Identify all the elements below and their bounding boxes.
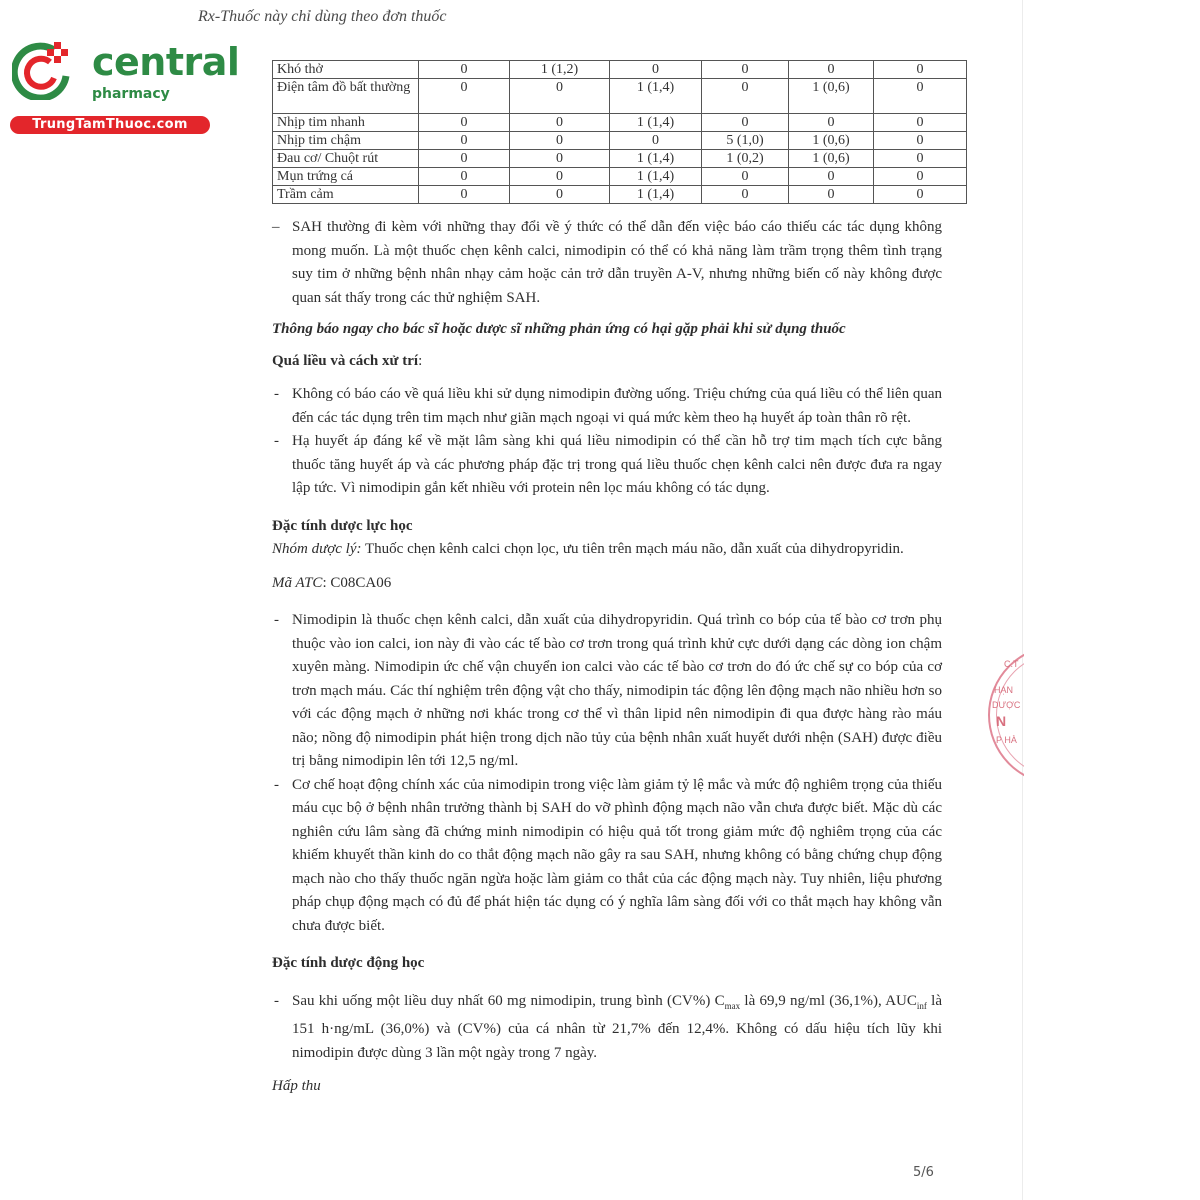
atc-label: Mã ATC (272, 574, 323, 591)
table-cell: 0 (789, 168, 874, 186)
stamp-text: HẠN (994, 685, 1014, 695)
table-cell: 5 (1,0) (702, 132, 789, 150)
overdose-item-text: Hạ huyết áp đáng kể về mặt lâm sàng khi quá liều nimodipin có thể cần hỗ trợ tim mạch tích cực bằng thuốc tăng huyết áp và các phương pháp đặc trị trong quá liều thuốc chẹn kênh calci nên được đưa ra ngay lập tức. Vì nimodipin gắn kết nhiều với protein nên lọc máu không có tác dụng. (292, 433, 942, 496)
row-label: Khó thở (273, 61, 419, 79)
table-cell: 0 (510, 132, 610, 150)
row-label: Điện tâm đồ bất thường (273, 79, 419, 114)
table-cell: 1 (0,6) (789, 150, 874, 168)
table-cell: 0 (510, 150, 610, 168)
table-cell: 0 (874, 61, 967, 79)
overdose-item-text: Không có báo cáo về quá liều khi sử dụng nimodipin đường uống. Triệu chứng của quá liều có thể liên quan đến các tác dụng trên tim mạch như giãn mạch ngoại vi quá mức kèm theo hạ huyết áp toàn thân rõ rệt. (292, 386, 942, 426)
atc-value: : C08CA06 (322, 574, 392, 591)
absorption-heading: Hấp thu (272, 1078, 321, 1094)
table-cell: 0 (789, 186, 874, 204)
table-cell: 1 (1,4) (610, 168, 702, 186)
table-cell: 0 (789, 61, 874, 79)
pharmacokinetics-item (272, 990, 942, 1066)
page-edge (1022, 0, 1023, 1200)
atc-code (272, 572, 942, 596)
table-cell: 0 (702, 79, 789, 114)
table-cell: 1 (0,6) (789, 79, 874, 114)
table-cell: 0 (419, 168, 510, 186)
table-cell: 1 (1,4) (610, 114, 702, 132)
pharmacodynamics-heading: Đặc tính dược lực học (272, 517, 413, 534)
company-stamp (988, 645, 1024, 795)
row-label: Trầm cảm (273, 186, 419, 204)
table-cell: 0 (702, 186, 789, 204)
overdose-title-suffix: : (418, 352, 423, 369)
table-cell: 0 (510, 114, 610, 132)
table-cell: 1 (1,4) (610, 186, 702, 204)
stamp-text: DƯỢC (992, 700, 1021, 710)
table-cell: 0 (510, 79, 610, 114)
dash-bullet: - (274, 386, 279, 402)
pk-text-1: Sau khi uống một liều duy nhất 60 mg nimodipin, trung bình (CV%) C (292, 992, 725, 1009)
row-label: Nhịp tim chậm (273, 132, 419, 150)
table-cell: 0 (874, 150, 967, 168)
table-cell: 0 (510, 168, 610, 186)
table-cell: 0 (419, 114, 510, 132)
table-cell: 0 (419, 186, 510, 204)
row-label: Mụn trứng cá (273, 168, 419, 186)
table-cell: 0 (789, 114, 874, 132)
stamp-text: C.T (1004, 659, 1019, 669)
table-cell: 0 (874, 79, 967, 114)
stamp-text: P HÀ (996, 735, 1017, 745)
dash-bullet: – (272, 219, 280, 235)
table-cell: 0 (510, 186, 610, 204)
pharmacodynamics-item-text: Nimodipin là thuốc chẹn kênh calci, dẫn xuất của dihydropyridin. Quá trình co bóp của tế bào cơ trơn phụ thuộc vào ion calci, ion này đi vào các tế bào cơ trơn trong quá trình khử cực dưới dạng các dòng ion chậm xuyên màng. Nimodipin ức chế vận chuyển ion calci vào các tế bào cơ trơn do đó ức chế sự co bóp của cơ trơn mạch máu. Các thí nghiệm trên động vật cho thấy, nimodipin tác động lên động mạch não nhiều hơn so với các động mạch ở những nơi khác trong cơ thể vì thân lipid nên nimodipin đi qua được hàng rào máu não; nồng độ nimodipin phát hiện trong dịch não tủy của bệnh nhân xuất huyết dưới nhện (SAH) được điều trị bằng nimodipin lên tới 12,5 ng/ml. (292, 612, 942, 769)
table-cell: 0 (874, 132, 967, 150)
overdose-item (272, 383, 942, 430)
table-cell: 1 (1,4) (610, 79, 702, 114)
sah-note (272, 216, 942, 310)
logo-subtitle: pharmacy (92, 86, 170, 102)
pk-sub-auc: inf (916, 1000, 927, 1011)
pharmacodynamics-item (272, 609, 942, 774)
overdose-item (272, 430, 942, 501)
pharmacodynamics-item (272, 774, 942, 939)
pk-sub-cmax: max (724, 1000, 741, 1011)
stamp-text: N (996, 713, 1007, 729)
group-value: Thuốc chẹn kênh calci chọn lọc, ưu tiên trên mạch máu não, dẫn xuất của dihydropyridin. (365, 541, 904, 557)
table-cell: 1 (1,4) (610, 150, 702, 168)
table-cell: 0 (419, 150, 510, 168)
table-cell: 1 (0,2) (702, 150, 789, 168)
table-cell: 0 (610, 61, 702, 79)
table-row (273, 114, 967, 132)
pharmacokinetics-heading: Đặc tính dược động học (272, 955, 425, 971)
group-label: Nhóm dược lý: (272, 541, 362, 557)
table-row (273, 132, 967, 150)
table-cell: 1 (0,6) (789, 132, 874, 150)
table-cell: 0 (419, 132, 510, 150)
table-cell: 0 (610, 132, 702, 150)
table-row (273, 79, 967, 114)
prescription-note: Rx-Thuốc này chỉ dùng theo đơn thuốc (198, 8, 447, 25)
document-body (272, 216, 942, 1099)
table-cell: 0 (702, 168, 789, 186)
overdose-heading (272, 350, 942, 374)
table-row (273, 186, 967, 204)
dash-bullet: - (274, 433, 279, 449)
table-row (273, 150, 967, 168)
pharmacologic-group (272, 538, 942, 562)
table-row (273, 168, 967, 186)
table-cell: 0 (874, 114, 967, 132)
pharmacodynamics-item-text: Cơ chế hoạt động chính xác của nimodipin trong việc làm giảm tỷ lệ mắc và mức độ nghiêm trọng của thiếu máu cục bộ ở bệnh nhân trưởng thành bị SAH do vỡ phình động mạch não vẫn chưa được biết. Mặc dù các nghiên cứu lâm sàng đã chứng minh nimodipin có hiệu quả tốt trong giảm mức độ nghiêm trọng của các khiếm khuyết thần kinh do co thắt động mạch não gây ra sau SAH, nhưng không có bằng chứng chụp động mạch nào cho thấy thuốc ngăn ngừa hoặc làm giảm co thắt của các động mạch này. Tuy nhiên, liệu phương pháp chụp động mạch có đủ để phát hiện tác dụng có ý nghĩa lâm sàng đối với co thắt mạch hay không vẫn chưa được biết. (292, 776, 942, 934)
overdose-title: Quá liều và cách xử trí (272, 352, 419, 369)
row-label: Nhịp tim nhanh (273, 114, 419, 132)
pharmacy-cross-logo-icon (12, 40, 72, 100)
table-cell: 0 (874, 168, 967, 186)
page-number: 5/6 (913, 1165, 934, 1180)
dash-bullet: - (274, 612, 279, 628)
notify-warning: Thông báo ngay cho bác sĩ hoặc dược sĩ những phản ứng có hại gặp phải khi sử dụng thuốc (272, 321, 846, 337)
table-cell: 0 (419, 61, 510, 79)
central-pharmacy-logo (8, 36, 240, 136)
dash-bullet: - (274, 776, 279, 793)
table-cell: 0 (702, 61, 789, 79)
table-cell: 0 (702, 114, 789, 132)
dash-bullet: - (274, 992, 279, 1009)
table-cell: 0 (874, 186, 967, 204)
pk-text-2: là 69,9 ng/ml (36,1%), AUC (740, 992, 917, 1009)
table-cell: 0 (419, 79, 510, 114)
logo-brand-text: central (92, 40, 240, 84)
pk-text-3: là 151 h·ng/mL (36,0%) và (CV%) của cá nhân từ 21,7% đến 12,4%. Không có dấu hiệu tích lũy khi nimodipin được dùng 3 lần một ngày trong 7 ngày. (292, 992, 943, 1061)
sah-note-text: SAH thường đi kèm với những thay đổi về ý thức có thể dẫn đến việc báo cáo thiếu các tác dụng không mong muốn. Là một thuốc chẹn kênh calci, nimodipin có thể có khả năng làm trầm trọng thêm tình trạng suy tim ở những bệnh nhân nhạy cảm hoặc cản trở dẫn truyền A-V, nhưng những biến cố này không được quan sát thấy trong các thử nghiệm SAH. (292, 219, 942, 306)
table-row (273, 61, 967, 79)
table-cell: 1 (1,2) (510, 61, 610, 79)
adverse-events-table (272, 60, 967, 204)
logo-website-badge: TrungTamThuoc.com (10, 116, 210, 134)
row-label: Đau cơ/ Chuột rút (273, 150, 419, 168)
